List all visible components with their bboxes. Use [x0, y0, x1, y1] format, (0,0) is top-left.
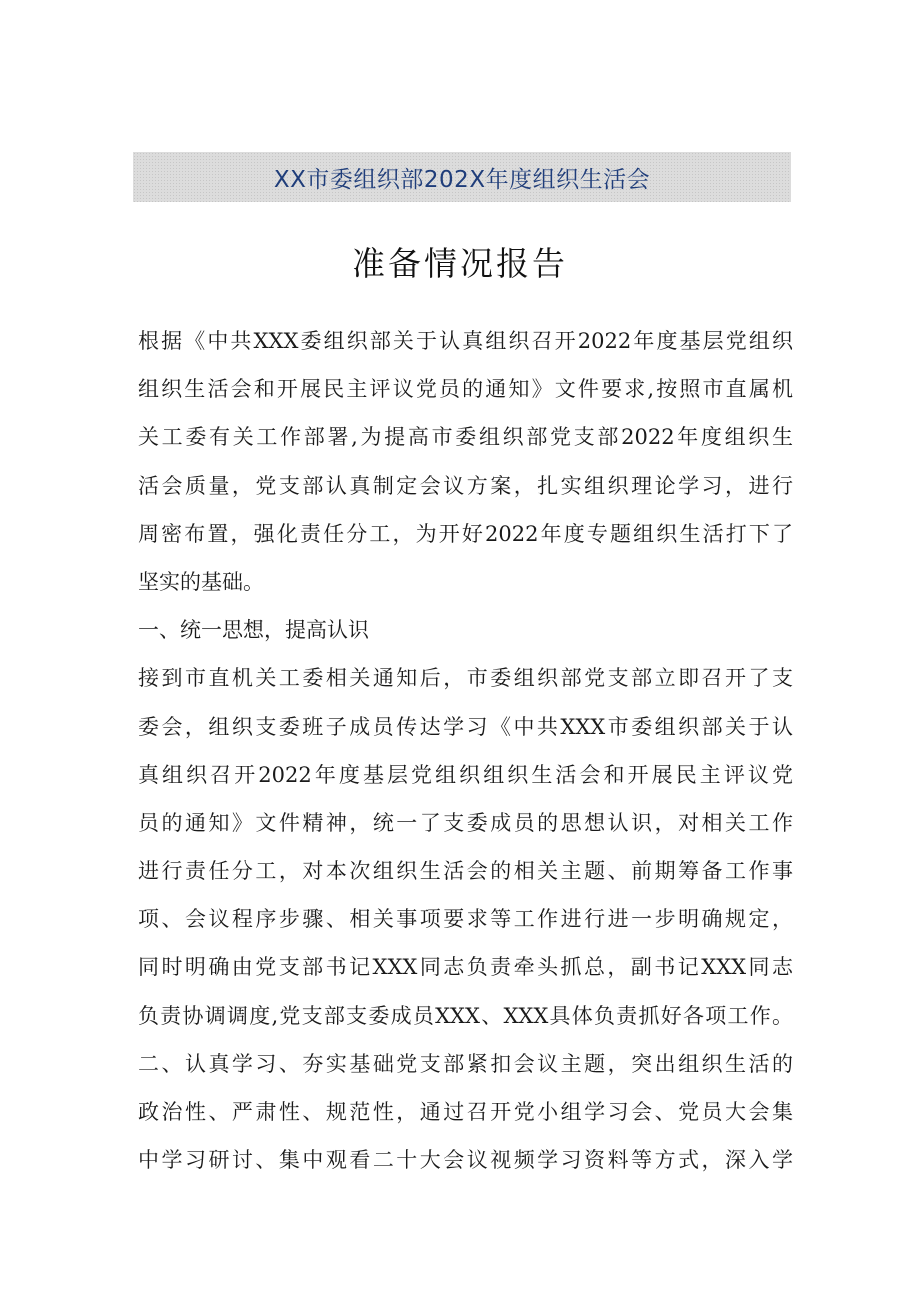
banner-title: XX市委组织部202X年度组织生活会 — [273, 166, 651, 193]
text-line: 政治性、严肃性、规范性，通过召开党小组学习会、党员大会集 — [138, 1100, 793, 1124]
text-line: 项、会议程序步骤、相关事项要求等工作进行进一步明确规定， — [138, 907, 793, 932]
text-line: 真组织召开2022年度基层党组织组织生活会和开展民主评议党 — [138, 762, 793, 787]
text-line: 二、认真学习、夯实基础党支部紧扣会议主题，突出组织生活的 — [138, 1051, 793, 1076]
text-line: 周密布置，强化责任分工，为开好2022年度专题组织生活打下了 — [138, 521, 793, 546]
text-line: 进行责任分工，对本次组织生活会的相关主题、前期筹备工作事 — [138, 859, 793, 884]
text-line: 委会，组织支委班子成员传达学习《中共XXX市委组织部关于认 — [138, 714, 793, 739]
document-body — [138, 317, 793, 1184]
text-line: 坚实的基础。 — [138, 569, 264, 594]
text-line: 中学习研讨、集中观看二十大会议视频学习资料等方式，深入学 — [138, 1148, 793, 1173]
text-line: 同时明确由党支部书记XXX同志负责牵头抓总，副书记XXX同志 — [138, 955, 793, 980]
text-line: 根据《中共XXX委组织部关于认真组织召开2022年度基层党组织 — [138, 329, 793, 353]
text-line: 组织生活会和开展民主评议党员的通知》文件要求,按照市直属机 — [138, 377, 793, 402]
text-line: 活会质量，党支部认真制定会议方案，扎实组织理论学习，进行 — [138, 473, 793, 498]
text-line: 负责协调调度,党支部支委成员XXX、XXX具体负责抓好各项工作。 — [138, 1003, 793, 1028]
text-line: 接到市直机关工委相关通知后，市委组织部党支部立即召开了支 — [138, 666, 793, 691]
document-title: 准备情况报告 — [352, 244, 568, 283]
text-line: 一、统一思想，提高认识 — [138, 618, 369, 643]
header-banner — [133, 152, 791, 202]
text-line: 关工委有关工作部署,为提高市委组织部党支部2022年度组织生 — [138, 425, 793, 450]
text-line: 员的通知》文件精神，统一了支委成员的思想认识，对相关工作 — [138, 810, 793, 835]
